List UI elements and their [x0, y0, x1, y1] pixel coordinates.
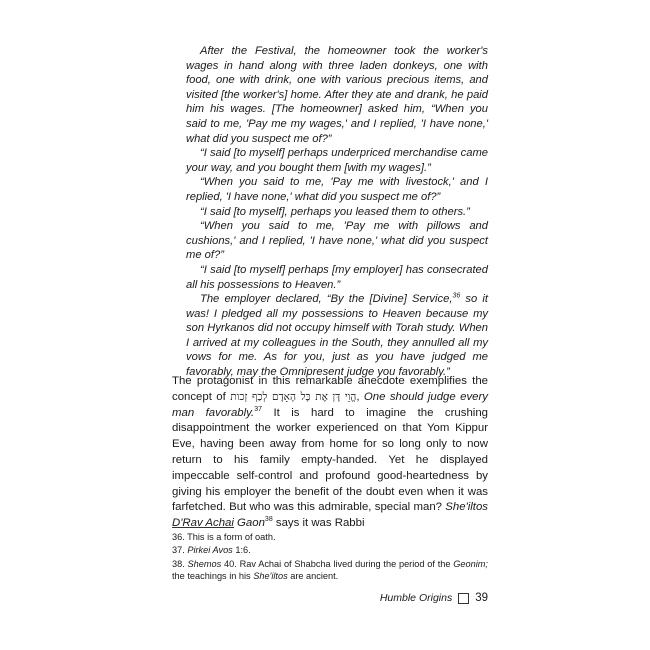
quote-paragraph: “I said [to myself], perhaps you leased them to others.”	[200, 205, 470, 218]
square-ornament-icon	[458, 593, 469, 604]
footnote-source: Shemos	[187, 558, 222, 569]
footnote-marker-38[interactable]: 38	[264, 516, 273, 524]
footnotes	[172, 531, 488, 584]
footnote-divider	[172, 527, 234, 528]
footnote-text: are ancient.	[287, 571, 339, 582]
body-text-run: The protagonist in this remarkable anecdote exemplifies the concept of	[172, 375, 488, 403]
page-footer	[350, 592, 488, 604]
footnote-38	[172, 558, 488, 583]
body-text	[172, 374, 488, 532]
block-quote	[186, 44, 488, 380]
quote-paragraph: “When you said to me, 'Pay me with livestock,' and I replied, 'I have none,' what did you suspect me of?”	[186, 176, 488, 203]
body-paragraph	[172, 374, 488, 532]
hebrew-quote: הֱוֵי דָּן אֶת כָּל הָאָדָם לְכַף זְכות	[230, 390, 357, 403]
footnote-number: 38.	[172, 558, 188, 569]
quote-paragraph-last	[186, 292, 488, 380]
footnote-term: She'iltos	[253, 571, 288, 582]
footnote-source: Pirkei Avos	[187, 545, 233, 556]
quote-text: The employer declared, “By the [Divine] Service,	[200, 293, 453, 306]
footnote-marker-37[interactable]: 37	[254, 405, 262, 413]
body-text-run: It is hard to imagine the crushing disappointment the worker experienced on that Yom Kippur Eve, having been away from home for so long only to now return to his family empty-handed. Yet he displayed impeccable self-control and profound good-heartedness by giving his employer the benefit of the doubt even when it was farfetched. But who was this admirable, special man?	[172, 406, 488, 514]
footnote-marker-36[interactable]: 36	[452, 292, 461, 300]
footnote-text: the teachings in his	[172, 571, 254, 582]
translation-italic: One should judge every man favorably.	[172, 390, 488, 419]
quote-paragraph: “When you said to me, 'Pay me with pillows and cushions,' and I replied, 'I have none,' what did you suspect me of?”	[186, 220, 488, 262]
footnote-37	[172, 544, 488, 556]
source-title-italic: She'iltos D'Rav Achai Gaon	[172, 501, 488, 530]
quote-paragraph: “I said [to myself] perhaps [my employer] has consecrated all his possessions to Heaven.”	[186, 263, 488, 291]
footnote-text: 40. Rav Achai of Shabcha lived during the period of the	[221, 558, 454, 569]
footnote-text: 1:6.	[232, 545, 251, 556]
quote-text: so it was! I pledged all my possessions to Heaven because my son Hyrkanos did not occupy himself with Torah study. When I arrived at my colleagues in the South, they annulled all my vows for me. As for you, just as you have judged me favorably, may the Omnipresent judge you favorably.”	[186, 293, 488, 379]
footnote-term: Geonim;	[453, 558, 488, 569]
running-head: Humble Origins	[379, 592, 453, 604]
body-text-run: ,	[356, 390, 364, 403]
footnote-number: 37.	[172, 545, 188, 556]
body-text-run: says it was Rabbi	[272, 517, 365, 530]
quote-paragraph: After the Festival, the homeowner took the worker's wages in hand along with three laden donkeys, one with food, one with drink, one with various precious items, and visited [the worker's] home. After they ate and drank, he paid him his wages. [The homeowner] asked him, “When you said to me, 'Pay me my wages,' and I replied, 'I have none,' what did you suspect me of?”	[186, 45, 488, 145]
footnote-36: 36. This is a form of oath.	[172, 532, 276, 542]
quote-paragraph: “I said [to myself] perhaps underpriced merchandise came your way, and you bought them [with my wages].”	[186, 147, 488, 174]
page-number: 39	[475, 592, 488, 604]
